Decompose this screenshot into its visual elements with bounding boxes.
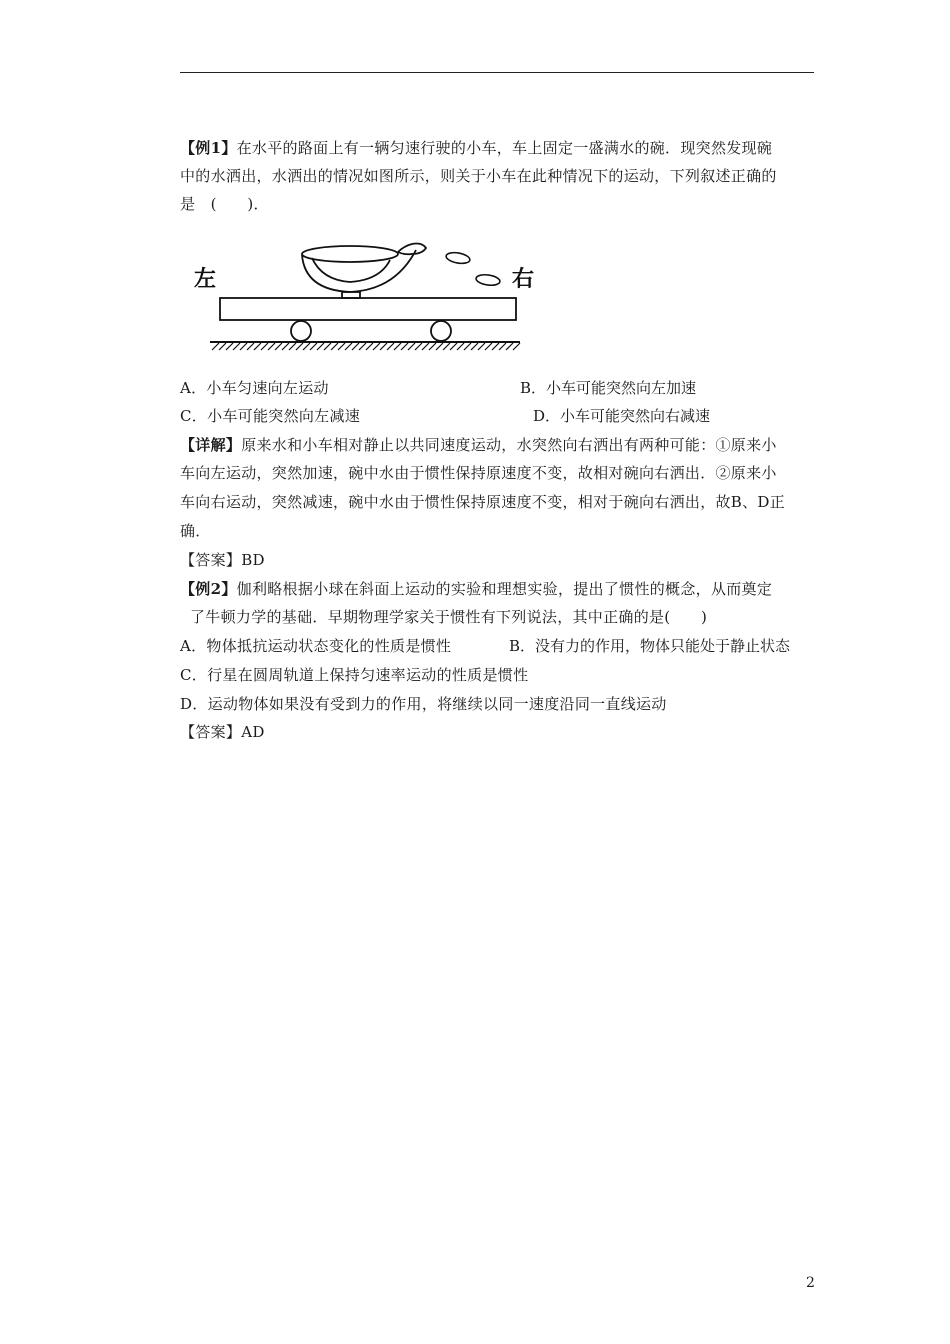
example-1-answer: 【答案】BD bbox=[180, 551, 265, 569]
detail-title: 【详解】 bbox=[180, 436, 242, 454]
hatch-stroke bbox=[324, 343, 331, 350]
example-1-option-c: C．小车可能突然向左减速 bbox=[180, 407, 361, 425]
hatch-stroke bbox=[450, 343, 457, 350]
example-2-title: 【例2】 bbox=[180, 580, 237, 598]
cart-bowl-diagram bbox=[190, 228, 535, 363]
cart-platform bbox=[220, 298, 516, 320]
hatch-stroke bbox=[212, 343, 219, 350]
hatch-stroke bbox=[289, 343, 296, 350]
hatch-stroke bbox=[254, 343, 261, 350]
hatch-stroke bbox=[478, 343, 485, 350]
hatch-stroke bbox=[485, 343, 492, 350]
hatch-stroke bbox=[387, 343, 394, 350]
example-1-line-1: 【例1】在水平的路面上有一辆匀速行驶的小车，车上固定一盛满水的碗．现突然发现碗 bbox=[180, 139, 773, 157]
hatch-stroke bbox=[380, 343, 387, 350]
page-number: 2 bbox=[806, 1275, 815, 1291]
example-1-detail-line-2: 车向左运动，突然加速，碗中水由于惯性保持原速度不变，故相对碗向右洒出．②原来小 bbox=[180, 464, 777, 482]
example-2-option-b: B．没有力的作用，物体只能处于静止状态 bbox=[509, 637, 791, 655]
example-1-detail-line-4: 确． bbox=[180, 522, 211, 540]
hatch-stroke bbox=[282, 343, 289, 350]
hatch-stroke bbox=[296, 343, 303, 350]
hatch-stroke bbox=[408, 343, 415, 350]
example-2-answer: 【答案】AD bbox=[180, 723, 265, 741]
hatch-stroke bbox=[247, 343, 254, 350]
example-1-option-b: B．小车可能突然向左加速 bbox=[520, 379, 697, 397]
hatch-stroke bbox=[226, 343, 233, 350]
hatch-stroke bbox=[261, 343, 268, 350]
left-label: 左 bbox=[194, 267, 217, 292]
hatch-stroke bbox=[219, 343, 226, 350]
ground-hatching bbox=[212, 343, 520, 350]
hatch-stroke bbox=[275, 343, 282, 350]
example-2-option-d: D．运动物体如果没有受到力的作用，将继续以同一速度沿同一直线运动 bbox=[180, 695, 667, 713]
hatch-stroke bbox=[499, 343, 506, 350]
hatch-stroke bbox=[345, 343, 352, 350]
hatch-stroke bbox=[464, 343, 471, 350]
hatch-stroke bbox=[352, 343, 359, 350]
example-1-option-d: D．小车可能突然向右减速 bbox=[533, 407, 711, 425]
hatch-stroke bbox=[268, 343, 275, 350]
hatch-stroke bbox=[492, 343, 499, 350]
hatch-stroke bbox=[471, 343, 478, 350]
hatch-stroke bbox=[240, 343, 247, 350]
hatch-stroke bbox=[366, 343, 373, 350]
right-label: 右 bbox=[512, 267, 535, 292]
hatch-stroke bbox=[394, 343, 401, 350]
hatch-stroke bbox=[415, 343, 422, 350]
example-1-line-3: 是 ( )． bbox=[180, 195, 269, 213]
hatch-stroke bbox=[317, 343, 324, 350]
hatch-stroke bbox=[429, 343, 436, 350]
example-2-line-1: 【例2】伽利略根据小球在斜面上运动的实验和理想实验，提出了惯性的概念，从而奠定 bbox=[180, 580, 773, 598]
cart-bowl-figure bbox=[190, 228, 535, 363]
hatch-stroke bbox=[338, 343, 345, 350]
hatch-stroke bbox=[303, 343, 310, 350]
example-2-option-a: A．物体抵抗运动状态变化的性质是惯性 bbox=[180, 637, 452, 655]
hatch-stroke bbox=[373, 343, 380, 350]
hatch-stroke bbox=[310, 343, 317, 350]
hatch-stroke bbox=[457, 343, 464, 350]
example-2-line-2: 了牛顿力学的基础．早期物理学家关于惯性有下列说法，其中正确的是( ) bbox=[190, 608, 708, 626]
hatch-stroke bbox=[233, 343, 240, 350]
example-1-detail-line-3: 车向右运动，突然减速，碗中水由于惯性保持原速度不变，相对于碗向右洒出，故B、D正 bbox=[180, 493, 786, 511]
example-1-line-2: 中的水洒出，水洒出的情况如图所示，则关于小车在此种情况下的运动，下列叙述正确的 bbox=[180, 167, 777, 185]
hatch-stroke bbox=[401, 343, 408, 350]
hatch-stroke bbox=[513, 343, 520, 350]
hatch-stroke bbox=[422, 343, 429, 350]
spilled-water bbox=[445, 251, 500, 287]
example-1-option-a: A．小车匀速向左运动 bbox=[180, 379, 329, 397]
example-1-detail-line-1: 【详解】原来水和小车相对静止以共同速度运动，水突然向右洒出有两种可能：①原来小 bbox=[180, 436, 777, 454]
hatch-stroke bbox=[506, 343, 513, 350]
cart-wheel-right bbox=[431, 321, 451, 341]
cart-wheel-left bbox=[291, 321, 311, 341]
hatch-stroke bbox=[331, 343, 338, 350]
header-rule bbox=[180, 72, 814, 73]
example-2-option-c: C．行星在圆周轨道上保持匀速率运动的性质是惯性 bbox=[180, 666, 529, 684]
hatch-stroke bbox=[359, 343, 366, 350]
example-1-title: 【例1】 bbox=[180, 139, 237, 157]
hatch-stroke bbox=[436, 343, 443, 350]
bowl bbox=[302, 244, 426, 299]
hatch-stroke bbox=[443, 343, 450, 350]
